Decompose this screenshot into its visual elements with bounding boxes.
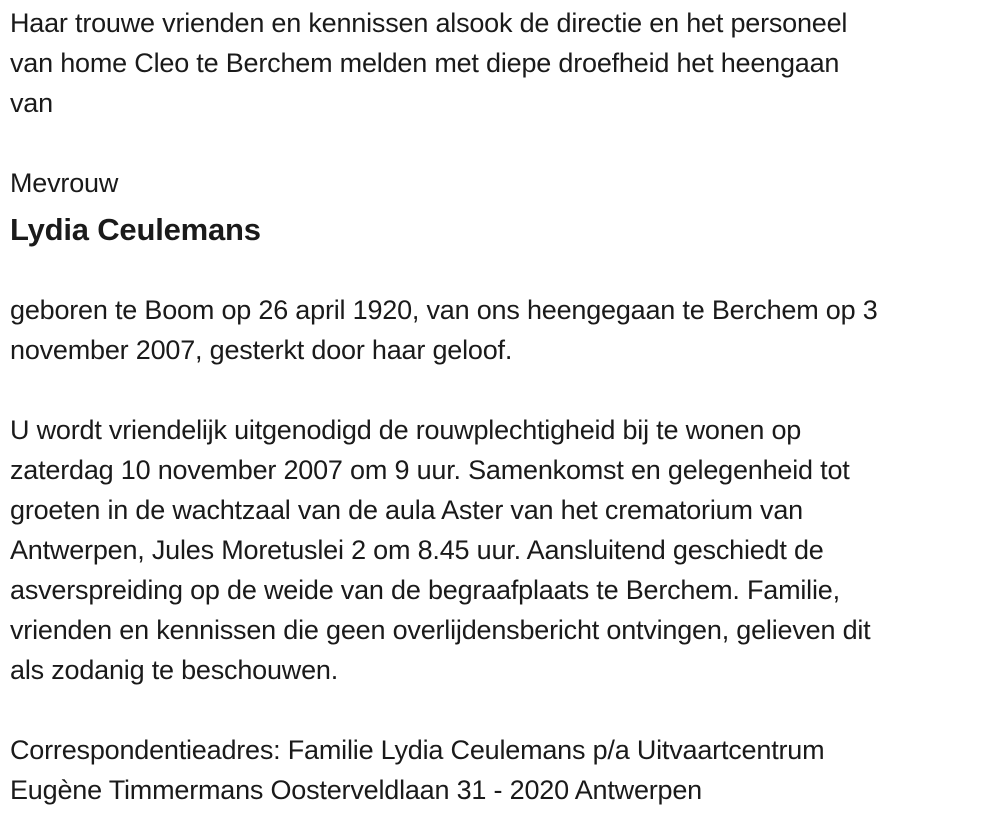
text-line: U wordt vriendelijk uitgenodigd de rouwplechtigheid bij te wonen op [10,415,802,445]
text-line: zaterdag 10 november 2007 om 9 uur. Samenkomst en gelegenheid tot [10,455,850,485]
deceased-name [10,210,992,250]
text-line: vrienden en kennissen die geen overlijdensbericht ontvingen, gelieven dit [10,615,871,645]
text-line: asverspreiding op de weide van de begraafplaats te Berchem. Familie, [10,575,840,605]
ceremony-paragraph [10,410,992,690]
intro-paragraph [10,3,992,123]
text-line: Eugène Timmermans Oosterveldlaan 31 - 2020 Antwerpen [10,775,702,805]
correspondence-paragraph [10,730,992,810]
text-line: groeten in de wachtzaal van de aula Aster van het crematorium van [10,495,803,525]
text-line: geboren te Boom op 26 april 1920, van ons heengegaan te Berchem op 3 [10,295,878,325]
text-line: Haar trouwe vrienden en kennissen alsook de directie en het personeel [10,8,848,38]
text-line: als zodanig te beschouwen. [10,655,339,685]
deceased-name-text: Lydia Ceulemans [10,212,261,247]
text-line: Mevrouw [10,168,119,198]
text-line: van home Cleo te Berchem melden met diepe droefheid het heengaan [10,48,840,78]
birth-death-paragraph [10,290,992,370]
text-line: Antwerpen, Jules Moretuslei 2 om 8.45 uur. Aansluitend geschiedt de [10,535,824,565]
salutation [10,163,992,203]
text-line: Correspondentieadres: Familie Lydia Ceulemans p/a Uitvaartcentrum [10,735,825,765]
text-line: van [10,88,53,118]
text-line: november 2007, gesterkt door haar geloof. [10,335,513,365]
